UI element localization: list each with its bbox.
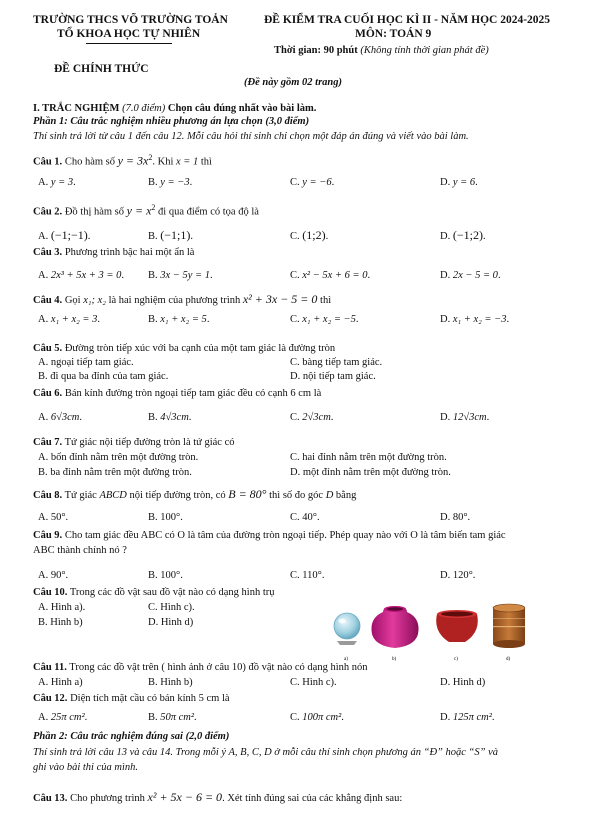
q4-label: Câu 4. [33, 295, 63, 306]
exam-title: ĐỀ KIỂM TRA CUỐI HỌC KÌ II - NĂM HỌC 2024-2025 [264, 14, 551, 26]
q8-post: thì số đo góc [269, 490, 324, 501]
opt-value: 125π cm² [452, 712, 492, 723]
opt-letter: B. [148, 231, 158, 242]
opt-value: 110° [302, 570, 322, 581]
q9-label: Câu 9. [33, 530, 63, 541]
opt-letter: A. [38, 412, 49, 423]
q2-option-a[interactable]: A. (−1;−1). [38, 228, 91, 242]
q10-objects-figure [325, 598, 545, 662]
opt-letter: D. [440, 712, 451, 723]
opt-value: x₁ + x₂ = 3 [50, 314, 98, 325]
q7-text: Tứ giác nội tiếp đường tròn là tứ giác có [64, 437, 235, 448]
opt-letter: C. [290, 512, 300, 523]
exam-subject: MÔN: TOÁN 9 [355, 28, 432, 40]
section-points: (7.0 điểm) [122, 103, 166, 114]
q4-option-b[interactable]: B. x₁ + x₂ = 5. [148, 314, 210, 325]
part2-instructions-1: Thí sinh trả lời câu 13 và câu 14. Trong mỗi ý A, B, C, D ở mỗi câu thí sinh chọn phương án “Đ” hoặc “S” và [33, 747, 499, 758]
opt-letter: A. [38, 314, 49, 325]
q3-option-b[interactable]: B. 3x − 5y = 1. [148, 270, 213, 281]
opt-value: 50° [50, 512, 66, 523]
q7-option-d[interactable]: D. một đỉnh nằm trên một đường tròn. [290, 467, 451, 478]
opt-value: 90° [50, 570, 66, 581]
question-12 [33, 693, 230, 704]
opt-value: x₁ + x₂ = −5 [302, 314, 356, 325]
q10-option-d[interactable]: D. Hình d) [148, 617, 194, 628]
question-3 [33, 247, 194, 258]
q13-post: . Xét tính đúng sai của các khẳng định sau: [222, 793, 403, 804]
q12-text: Diện tích mặt cầu có bán kính 5 cm là [70, 693, 230, 704]
question-1 [33, 153, 212, 169]
q4-option-d[interactable]: D. x₁ + x₂ = −3. [440, 314, 510, 325]
q1-pre: Cho hàm số [64, 156, 115, 168]
part1-title: Phần 1: Câu trắc nghiệm nhiều phương án lựa chọn (3,0 điểm) [33, 116, 310, 127]
opt-value: (−1;−1) [50, 228, 88, 242]
q2-function: y = x [126, 203, 152, 218]
opt-value: 100° [160, 512, 181, 523]
q1-exp: 2 [148, 153, 153, 162]
opt-letter: D. [440, 412, 451, 423]
q9-option-d[interactable]: D. 120°. [440, 570, 476, 581]
q6-option-b[interactable]: B. 4√3cm. [148, 412, 192, 423]
q2-exp: 2 [151, 203, 156, 212]
q1-post: . Khi [152, 156, 174, 168]
q10-option-a[interactable]: A. Hình a). [38, 602, 86, 613]
section-title-rest: Chọn câu đúng nhất vào bài làm. [167, 103, 317, 114]
opt-value: 40° [302, 512, 317, 523]
q8-quad: ABCD [99, 490, 127, 501]
opt-letter: A. [38, 231, 49, 242]
q8-angle-d: D [325, 490, 334, 501]
cylinder-box-icon [493, 604, 525, 648]
q1-label: Câu 1. [33, 156, 63, 168]
q12-option-b[interactable]: B. 50π cm². [148, 712, 197, 723]
q13-pre: Cho phương trình [70, 793, 145, 804]
time-note: (Không tính thời gian phát đề) [360, 45, 489, 56]
q11-label: Câu 11. [33, 662, 67, 673]
q7-option-c[interactable]: C. hai đỉnh nằm trên một đường tròn. [290, 452, 447, 463]
q11-option-b[interactable]: B. Hình b) [148, 677, 193, 688]
opt-letter: B. [148, 177, 158, 188]
opt-value: 120° [452, 570, 473, 581]
q1-option-a[interactable]: A. y = 3. [38, 177, 76, 188]
q4-option-a[interactable]: A. x₁ + x₂ = 3. [38, 314, 101, 325]
opt-letter: D. [440, 314, 451, 325]
opt-letter: B. [148, 570, 158, 581]
opt-value: 80° [452, 512, 468, 523]
crystal-ball-icon [334, 613, 360, 645]
q8-angle: B = 80° [228, 487, 267, 501]
opt-value: x₁ + x₂ = 5 [160, 314, 207, 325]
q2-option-d[interactable]: D. (−1;2). [440, 228, 486, 242]
opt-value: y = −6 [302, 177, 332, 188]
opt-value: 12√3cm [452, 412, 487, 423]
q1-cond: x = 1 [175, 156, 199, 168]
q8-end: bằng [335, 490, 357, 501]
q6-text: Bán kính đường tròn ngoại tiếp tam giác đều có cạnh 6 cm là [64, 388, 322, 399]
q4-pre: Gọi [64, 295, 81, 306]
q1-option-b[interactable]: B. y = −3. [148, 177, 193, 188]
time-label: Thời gian: 90 phút [274, 45, 358, 56]
q5-label: Câu 5. [33, 343, 63, 354]
q8-label: Câu 8. [33, 490, 63, 501]
q4-vars: x₁; x₂ [83, 295, 106, 306]
opt-value: 2√3cm [302, 412, 331, 423]
opt-letter: A. [38, 570, 49, 581]
q7-option-b[interactable]: B. ba đỉnh nằm trên một đường tròn. [38, 467, 192, 478]
opt-value: (−1;1) [160, 228, 191, 242]
opt-value: 25π cm² [50, 712, 85, 723]
opt-letter: C. [290, 412, 300, 423]
department-name: TỔ KHOA HỌC TỰ NHIÊN [57, 28, 201, 40]
question-8 [33, 487, 356, 502]
opt-value: (1;2) [302, 228, 326, 242]
q6-option-d[interactable]: D. 12√3cm. [440, 412, 490, 423]
question-10 [33, 587, 275, 598]
question-11 [33, 662, 368, 673]
q10-text: Trong các đồ vật sau đồ vật nào có dạng hình trụ [69, 587, 275, 598]
q8-option-b[interactable]: B. 100°. [148, 512, 183, 523]
q10-option-c[interactable]: C. Hình c). [148, 602, 195, 613]
q6-label: Câu 6. [33, 388, 63, 399]
q2-option-c[interactable]: C. (1;2). [290, 228, 329, 242]
q11-option-d[interactable]: D. Hình d) [440, 677, 486, 688]
pages-note: (Đề này gồm 02 trang) [244, 77, 342, 88]
opt-letter: A. [38, 270, 49, 281]
opt-letter: D. [440, 270, 451, 281]
q6-option-c[interactable]: C. 2√3cm. [290, 412, 334, 423]
q8-option-d[interactable]: D. 80°. [440, 512, 471, 523]
q4-end: thì [320, 295, 332, 306]
opt-value: 2x − 5 = 0 [452, 270, 498, 281]
q5-option-c[interactable]: C. bàng tiếp tam giác. [290, 357, 383, 368]
q2-pre: Đồ thị hàm số [64, 206, 125, 218]
q5-text: Đường tròn tiếp xúc với ba cạnh của một tam giác là đường tròn [64, 343, 336, 354]
question-7 [33, 437, 235, 448]
opt-value: 2x³ + 5x + 3 = 0 [50, 270, 122, 281]
q9-option-c[interactable]: C. 110°. [290, 570, 325, 581]
q3-option-a[interactable]: A. 2x³ + 5x + 3 = 0. [38, 270, 124, 281]
q1-option-d[interactable]: D. y = 6. [440, 177, 478, 188]
q1-option-c[interactable]: C. y = −6. [290, 177, 335, 188]
q1-function: y = 3x [117, 153, 149, 168]
opt-value: y = 6 [452, 177, 476, 188]
q13-equation: x² + 5x − 6 = 0 [147, 790, 223, 804]
label-b: b) [392, 657, 397, 662]
opt-letter: C. [290, 270, 300, 281]
q3-option-d[interactable]: D. 2x − 5 = 0. [440, 270, 501, 281]
q10-label: Câu 10. [33, 587, 68, 598]
school-name: TRƯỜNG THCS VÕ TRƯỜNG TOẢN [33, 14, 228, 26]
opt-value: 100° [160, 570, 181, 581]
q9-text1: Cho tam giác đều ABC có O là tâm của đường tròn ngoại tiếp. Phép quay nào với O là tâm biến tam giác [64, 530, 506, 541]
opt-letter: D. [440, 177, 451, 188]
opt-value: x² − 5x + 6 = 0 [302, 270, 368, 281]
q2-option-b[interactable]: B. (−1;1). [148, 228, 193, 242]
q12-option-d[interactable]: D. 125π cm². [440, 712, 495, 723]
q8-mid: nội tiếp đường tròn, có [129, 490, 226, 501]
q9-option-b[interactable]: B. 100°. [148, 570, 183, 581]
opt-value: y = 3 [50, 177, 74, 188]
q8-option-c[interactable]: C. 40°. [290, 512, 320, 523]
q2-label: Câu 2. [33, 206, 63, 218]
q3-label: Câu 3. [33, 247, 63, 258]
opt-letter: D. [440, 231, 451, 242]
official-label: ĐỀ CHÍNH THỨC [54, 63, 149, 75]
opt-letter: C. [290, 177, 300, 188]
opt-letter: A. [38, 177, 49, 188]
q8-pre: Tứ giác [64, 490, 97, 501]
question-5 [33, 343, 335, 354]
opt-value: (−1;2) [452, 228, 483, 242]
opt-value: x₁ + x₂ = −3 [452, 314, 507, 325]
part2-title: Phần 2: Câu trắc nghiệm đúng sai (2,0 điểm) [33, 731, 230, 742]
q4-mid: là hai nghiệm của phương trình [108, 295, 241, 306]
vase-icon [371, 606, 418, 648]
q11-text: Trong các đồ vật trên ( hình ảnh ở câu 10) đồ vật nào có dạng hình nón [69, 662, 368, 673]
opt-letter: B. [148, 314, 158, 325]
q9-text2: ABC thành chính nó ? [33, 545, 127, 556]
label-d: d) [506, 657, 511, 662]
q5-option-d[interactable]: D. nội tiếp tam giác. [290, 371, 376, 382]
question-2 [33, 203, 259, 219]
q10-option-b[interactable]: B. Hình b) [38, 617, 83, 628]
opt-letter: C. [290, 712, 300, 723]
q12-option-c[interactable]: C. 100π cm². [290, 712, 344, 723]
q5-option-a[interactable]: A. ngoại tiếp tam giác. [38, 357, 134, 368]
q6-option-a[interactable]: A. 6√3cm. [38, 412, 82, 423]
label-a: a) [344, 657, 348, 662]
q11-option-c[interactable]: C. Hình c). [290, 677, 337, 688]
q12-option-a[interactable]: A. 25π cm². [38, 712, 88, 723]
question-6 [33, 388, 321, 399]
q4-option-c[interactable]: C. x₁ + x₂ = −5. [290, 314, 359, 325]
q13-label: Câu 13. [33, 793, 68, 804]
header-underline-left [86, 43, 172, 44]
q4-equation: x² + 3x − 5 = 0 [242, 292, 318, 306]
q8-option-a[interactable]: A. 50°. [38, 512, 69, 523]
exam-time [274, 45, 489, 56]
opt-letter: B. [148, 270, 158, 281]
opt-value: y = −3 [160, 177, 190, 188]
q12-label: Câu 12. [33, 693, 68, 704]
opt-letter: A. [38, 712, 49, 723]
opt-letter: C. [290, 314, 300, 325]
section-title-bold: I. TRẮC NGHIỆM [33, 103, 120, 114]
section-title [33, 103, 316, 114]
opt-letter: D. [440, 570, 451, 581]
q5-option-b[interactable]: B. đi qua ba đỉnh của tam giác. [38, 371, 169, 382]
opt-value: 100π cm² [302, 712, 342, 723]
opt-letter: B. [148, 712, 158, 723]
opt-letter: B. [148, 512, 158, 523]
opt-value: 3x − 5y = 1 [160, 270, 211, 281]
question-4 [33, 292, 331, 307]
q3-text: Phương trình bậc hai một ẩn là [64, 247, 195, 258]
opt-letter: C. [290, 231, 300, 242]
q1-end: thì [200, 156, 212, 168]
opt-value: 4√3cm [160, 412, 189, 423]
opt-letter: D. [440, 512, 451, 523]
opt-letter: B. [148, 412, 158, 423]
part1-instructions: Thí sinh trả lời từ câu 1 đến câu 12. Mỗi câu hỏi thí sinh chỉ chọn một đáp án đúng và viết vào bài làm. [33, 131, 469, 142]
opt-letter: C. [290, 570, 300, 581]
opt-value: 50π cm² [160, 712, 195, 723]
q2-post: đi qua điểm có tọa độ là [158, 206, 259, 218]
q7-option-a[interactable]: A. bốn đỉnh nằm trên một đường tròn. [38, 452, 199, 463]
opt-letter: A. [38, 512, 49, 523]
question-13 [33, 790, 402, 805]
q7-label: Câu 7. [33, 437, 63, 448]
question-9 [33, 530, 506, 541]
part2-instructions-2: ghi vào bài thi của mình. [33, 762, 138, 773]
pot-icon [436, 610, 478, 642]
q11-option-a[interactable]: A. Hình a) [38, 677, 83, 688]
label-c: c) [454, 657, 458, 662]
q3-option-c[interactable]: C. x² − 5x + 6 = 0. [290, 270, 371, 281]
opt-value: 6√3cm [50, 412, 80, 423]
q9-option-a[interactable]: A. 90°. [38, 570, 69, 581]
